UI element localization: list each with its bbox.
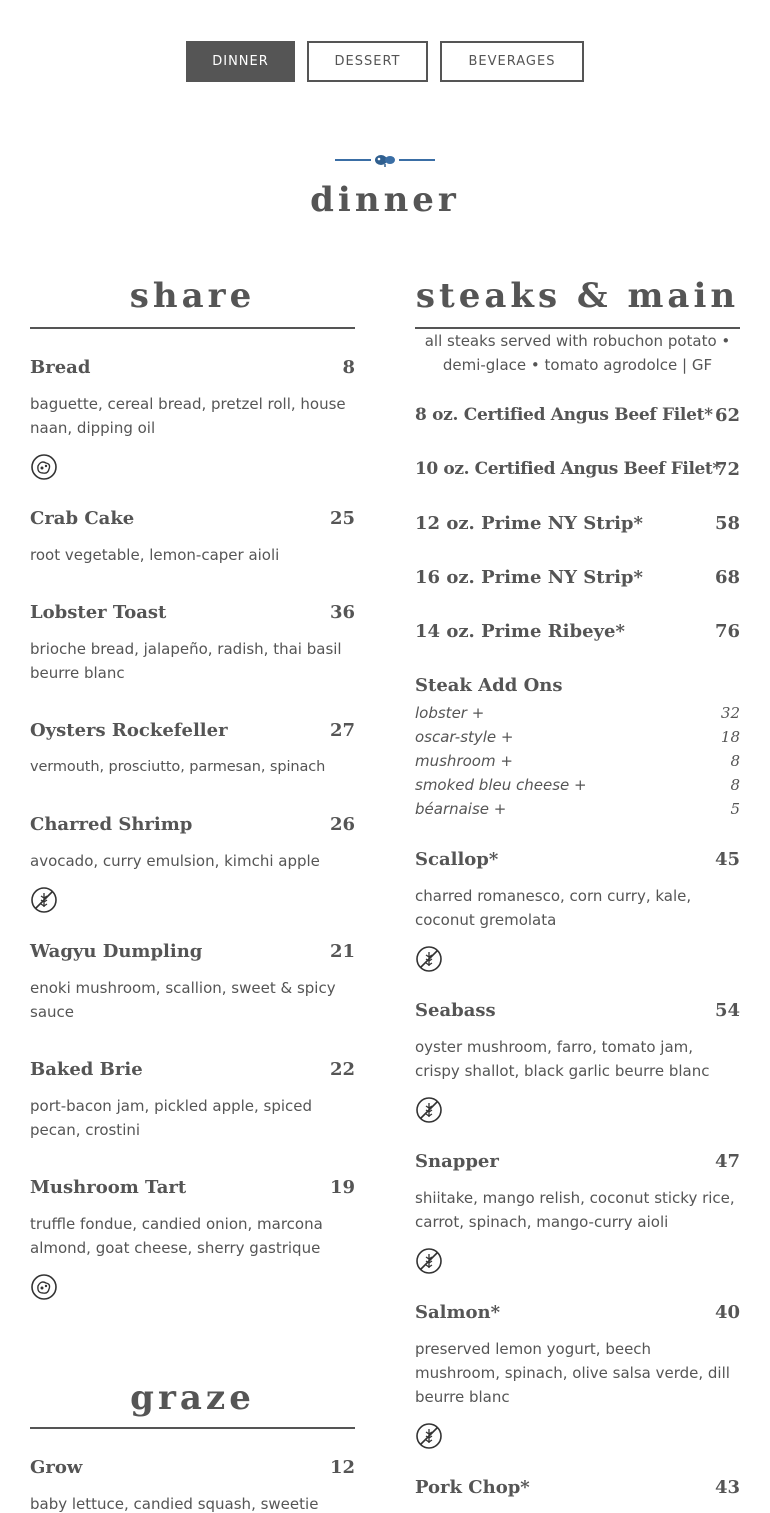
item-name: Wagyu Dumpling [30,941,203,962]
tab-dessert[interactable]: DESSERT [307,41,428,82]
item-price: 25 [329,508,355,529]
item-price: 47 [714,1151,740,1172]
item-name: 10 oz. Certified Angus Beef Filet* [415,459,721,479]
item-name: 14 oz. Prime Ribeye* [415,621,625,642]
item-price: 21 [329,941,355,962]
item-price: 22 [329,1059,355,1080]
gluten-free-icon [415,1096,443,1124]
item-name: Charred Shrimp [30,814,193,835]
addon-price: 5 [730,800,740,818]
item-name: Crab Cake [30,508,135,529]
menu-item-baked-brie [30,1059,355,1142]
addon-name: béarnaise + [415,800,507,818]
item-description: preserved lemon yogurt, beech mushroom, spinach, olive salsa verde, dill beurre blanc [415,1340,730,1406]
menu-item-bread [30,357,355,440]
item-price: 36 [329,602,355,623]
item-price: 72 [714,459,740,480]
item-price: 27 [329,720,355,741]
menu-item-oysters-rockefeller [30,720,365,779]
nut-icon [30,453,58,481]
steak-add-ons-title: Steak Add Ons [415,675,563,696]
addon-price: 8 [730,776,740,794]
section-divider [30,1427,355,1429]
item-description: oyster mushroom, farro, tomato jam, crispy shallot, black garlic beurre blanc [415,1038,710,1080]
nut-icon [30,1273,58,1301]
item-name: Oysters Rockefeller [30,720,228,741]
addon-row [415,797,740,821]
item-name: Snapper [415,1151,499,1172]
item-price: 54 [714,1000,740,1021]
page-title: dinner [310,180,460,220]
item-name: Bread [30,357,91,378]
item-price: 62 [714,405,740,426]
item-price: 19 [329,1177,355,1198]
section-title-graze: graze [130,1378,255,1418]
item-description: baby lettuce, candied squash, sweetie [30,1495,319,1513]
gluten-free-icon [30,886,58,914]
item-price: 8 [342,357,355,378]
item-description: truffle fondue, candied onion, marcona almond, goat cheese, sherry gastrique [30,1215,323,1257]
item-description: charred romanesco, corn curry, kale, coconut gremolata [415,887,692,929]
menu-item-steak [415,459,740,483]
addon-row [415,773,740,797]
steaks-note: all steaks served with robuchon potato • demi-glace • tomato agrodolce | GF [424,332,731,374]
ornament-divider-icon [335,152,435,168]
menu-item-lobster-toast [30,602,355,685]
addon-row [415,749,740,773]
menu-item-seabass [415,1000,740,1083]
gluten-free-icon [415,1422,443,1450]
addon-price: 18 [720,728,740,746]
item-description: enoki mushroom, scallion, sweet & spicy sauce [30,979,336,1021]
tab-beverages[interactable]: BEVERAGES [440,41,584,82]
menu-item-steak [415,621,740,645]
menu-item-steak [415,513,740,537]
menu-item-wagyu-dumpling [30,941,355,1024]
menu-item-scallop [415,849,740,932]
tab-dinner[interactable]: DINNER [186,41,295,82]
addon-name: mushroom + [415,752,513,770]
item-name: Seabass [415,1000,496,1021]
menu-item-pork-chop [415,1477,740,1501]
addon-row [415,701,740,725]
addon-price: 32 [720,704,740,722]
item-name: 12 oz. Prime NY Strip* [415,513,643,534]
menu-item-charred-shrimp [30,814,355,873]
item-name: 8 oz. Certified Angus Beef Filet* [415,405,713,425]
item-description: port-bacon jam, pickled apple, spiced pecan, crostini [30,1097,313,1139]
menu-item-steak [415,567,740,591]
section-title-steaks: steaks & main [415,276,740,316]
item-name: Scallop* [415,849,499,870]
item-name: Pork Chop* [415,1477,530,1498]
section-divider [30,327,355,329]
addon-row [415,725,740,749]
gluten-free-icon [415,945,443,973]
item-price: 68 [714,567,740,588]
item-name: Mushroom Tart [30,1177,187,1198]
item-name: 16 oz. Prime NY Strip* [415,567,643,588]
item-price: 26 [329,814,355,835]
item-name: Lobster Toast [30,602,167,623]
item-description: avocado, curry emulsion, kimchi apple [30,852,320,870]
menu-item-grow [30,1457,355,1513]
item-price: 43 [714,1477,740,1498]
item-price: 45 [714,849,740,870]
item-name: Salmon* [415,1302,501,1323]
item-name: Grow [30,1457,83,1478]
item-price: 12 [329,1457,355,1478]
item-description: shiitake, mango relish, coconut sticky rice, carrot, spinach, mango-curry aioli [415,1189,735,1231]
addon-name: oscar-style + [415,728,514,746]
item-description: brioche bread, jalapeño, radish, thai basil beurre blanc [30,640,342,682]
menu-item-snapper [415,1151,740,1234]
menu-item-salmon [415,1302,740,1409]
item-description: root vegetable, lemon-caper aioli [30,546,280,564]
gluten-free-icon [415,1247,443,1275]
item-description: vermouth, prosciutto, parmesan, spinach [30,759,326,775]
menu-item-mushroom-tart [30,1177,355,1260]
menu-item-crab-cake [30,508,355,567]
item-description: baguette, cereal bread, pretzel roll, house naan, dipping oil [30,395,346,437]
menu-item-steak [415,405,740,429]
addon-name: smoked bleu cheese + [415,776,587,794]
addon-price: 8 [730,752,740,770]
item-name: Baked Brie [30,1059,143,1080]
section-title-share: share [129,276,256,316]
menu-tabs [0,41,770,82]
item-price: 76 [714,621,740,642]
item-price: 40 [714,1302,740,1323]
addon-name: lobster + [415,704,485,722]
item-price: 58 [714,513,740,534]
